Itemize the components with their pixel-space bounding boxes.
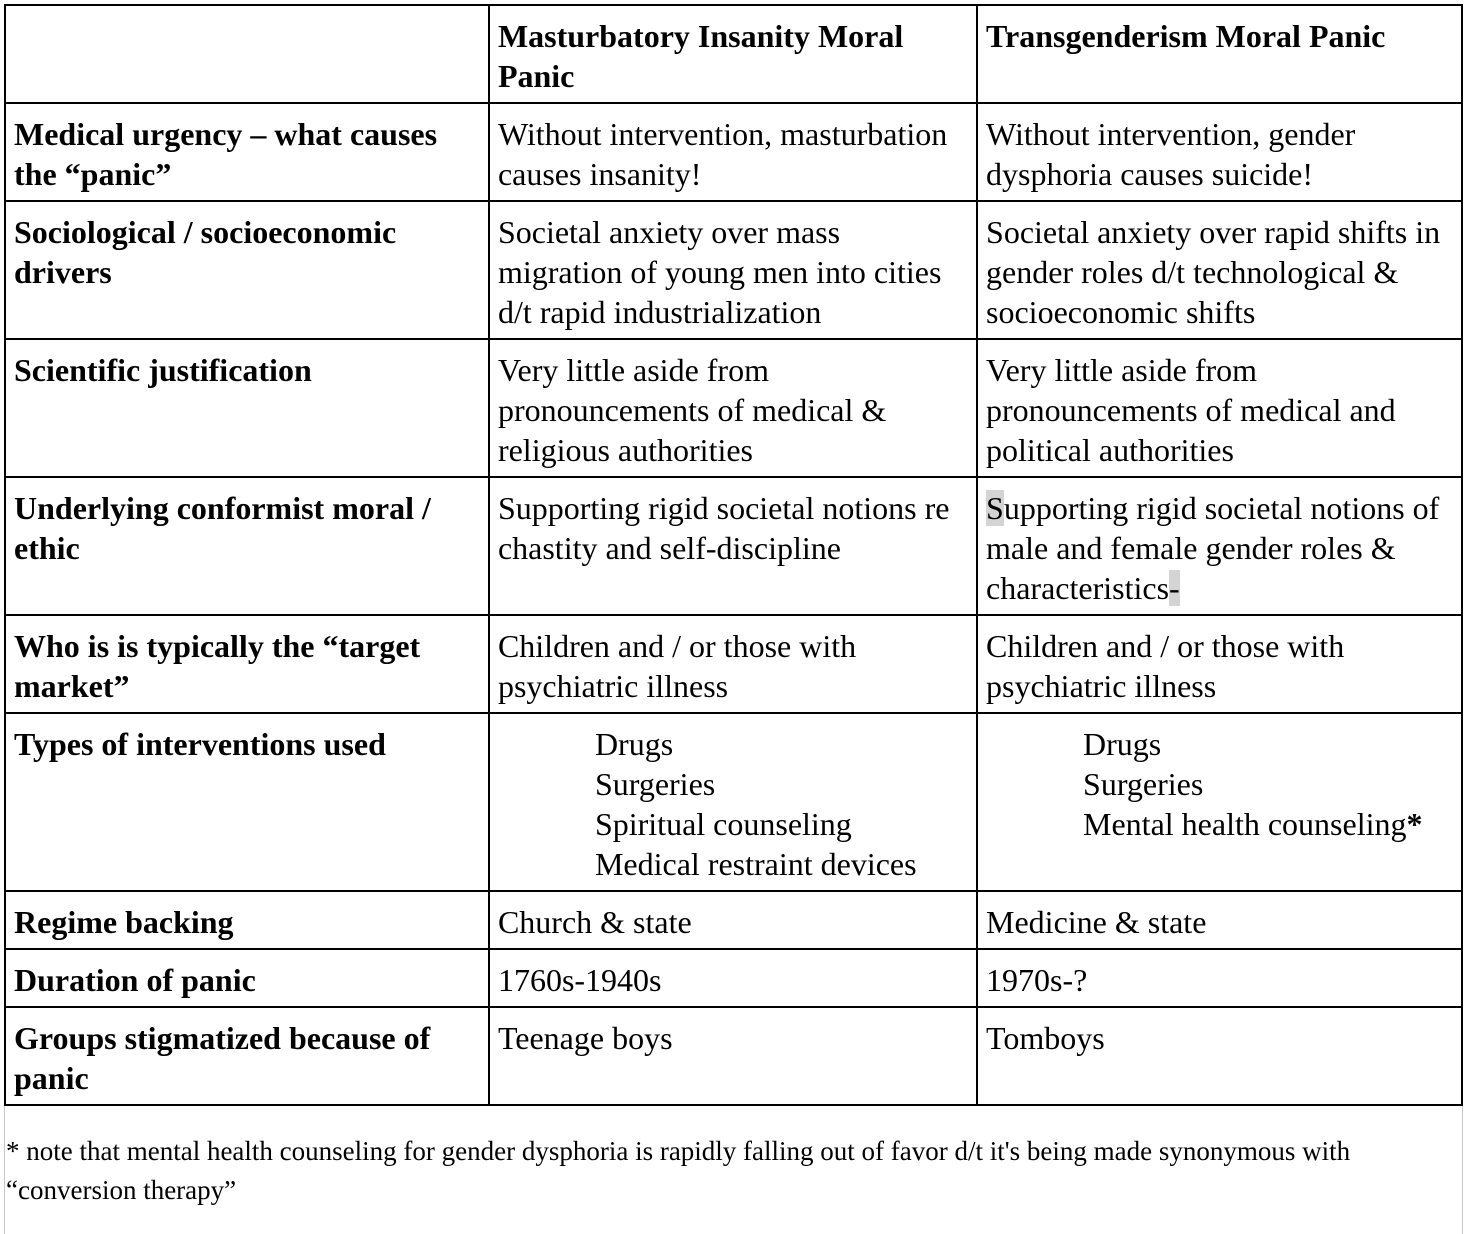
table-cell: Supporting rigid societal notions re chastity and self-discipline xyxy=(489,477,977,615)
list-item: Surgeries xyxy=(1083,766,1204,802)
table-row xyxy=(5,891,1462,949)
table-row xyxy=(5,1007,1462,1105)
table-row xyxy=(5,339,1462,477)
list-item: Medical restraint devices xyxy=(594,846,917,882)
table-cell xyxy=(977,477,1462,615)
list-item: Drugs xyxy=(594,726,674,762)
row-label: Duration of panic xyxy=(5,949,489,1007)
table-row xyxy=(5,615,1462,713)
footnote: * note that mental health counseling for gender dysphoria is rapidly falling out of favor d/t it's being made synonymous with “conversion therapy” xyxy=(6,1136,1351,1205)
row-label: Types of interventions used xyxy=(5,713,489,891)
table-cell: Medicine & state xyxy=(977,891,1462,949)
table-cell: Very little aside from pronouncements of medical and political authorities xyxy=(977,339,1462,477)
table-cell: Teenage boys xyxy=(489,1007,977,1105)
row-label: Who is is typically the “target market” xyxy=(5,615,489,713)
header-masturbatory-insanity: Masturbatory Insanity Moral Panic xyxy=(489,5,977,103)
row-label: Regime backing xyxy=(5,891,489,949)
table-cell: 1970s-? xyxy=(977,949,1462,1007)
table-cell xyxy=(977,713,1462,891)
footnote-marker: * xyxy=(1406,806,1423,842)
intervention-list xyxy=(498,724,968,884)
table-row xyxy=(5,477,1462,615)
highlighted-dash: - xyxy=(1169,570,1180,606)
row-label: Sociological / socioeconomic drivers xyxy=(5,201,489,339)
highlighted-character: S xyxy=(986,490,1004,526)
table-cell: Church & state xyxy=(489,891,977,949)
header-cell-empty xyxy=(5,5,489,103)
table-cell: 1760s-1940s xyxy=(489,949,977,1007)
row-label: Scientific justification xyxy=(5,339,489,477)
list-item: Mental health counseling* xyxy=(1083,806,1423,842)
header-transgenderism: Transgenderism Moral Panic xyxy=(977,5,1462,103)
table-cell: Children and / or those with psychiatric illness xyxy=(977,615,1462,713)
table-cell: Without intervention, masturbation causes insanity! xyxy=(489,103,977,201)
row-label: Medical urgency – what causes the “panic” xyxy=(5,103,489,201)
row-label: Groups stigmatized because of panic xyxy=(5,1007,489,1105)
table-header-row xyxy=(5,5,1462,103)
table-row xyxy=(5,713,1462,891)
table-cell: Children and / or those with psychiatric illness xyxy=(489,615,977,713)
table-cell: Societal anxiety over rapid shifts in gender roles d/t technological & socioeconomic shifts xyxy=(977,201,1462,339)
comparison-table xyxy=(4,4,1463,1106)
cell-text: upporting rigid societal notions of male and female gender roles & characteristics xyxy=(986,490,1440,606)
intervention-list xyxy=(986,724,1453,844)
table-row xyxy=(5,201,1462,339)
table-cell: Very little aside from pronouncements of medical & religious authorities xyxy=(489,339,977,477)
list-item: Surgeries xyxy=(594,766,716,802)
list-item: Drugs xyxy=(1083,726,1162,762)
table-cell: Societal anxiety over mass migration of young men into cities d/t rapid industrialization xyxy=(489,201,977,339)
row-label: Underlying conformist moral / ethic xyxy=(5,477,489,615)
table-cell: Without intervention, gender dysphoria causes suicide! xyxy=(977,103,1462,201)
table-cell xyxy=(489,713,977,891)
table-row xyxy=(5,103,1462,201)
list-item: Spiritual counseling xyxy=(594,806,852,842)
table-row xyxy=(5,949,1462,1007)
table-cell: Tomboys xyxy=(977,1007,1462,1105)
